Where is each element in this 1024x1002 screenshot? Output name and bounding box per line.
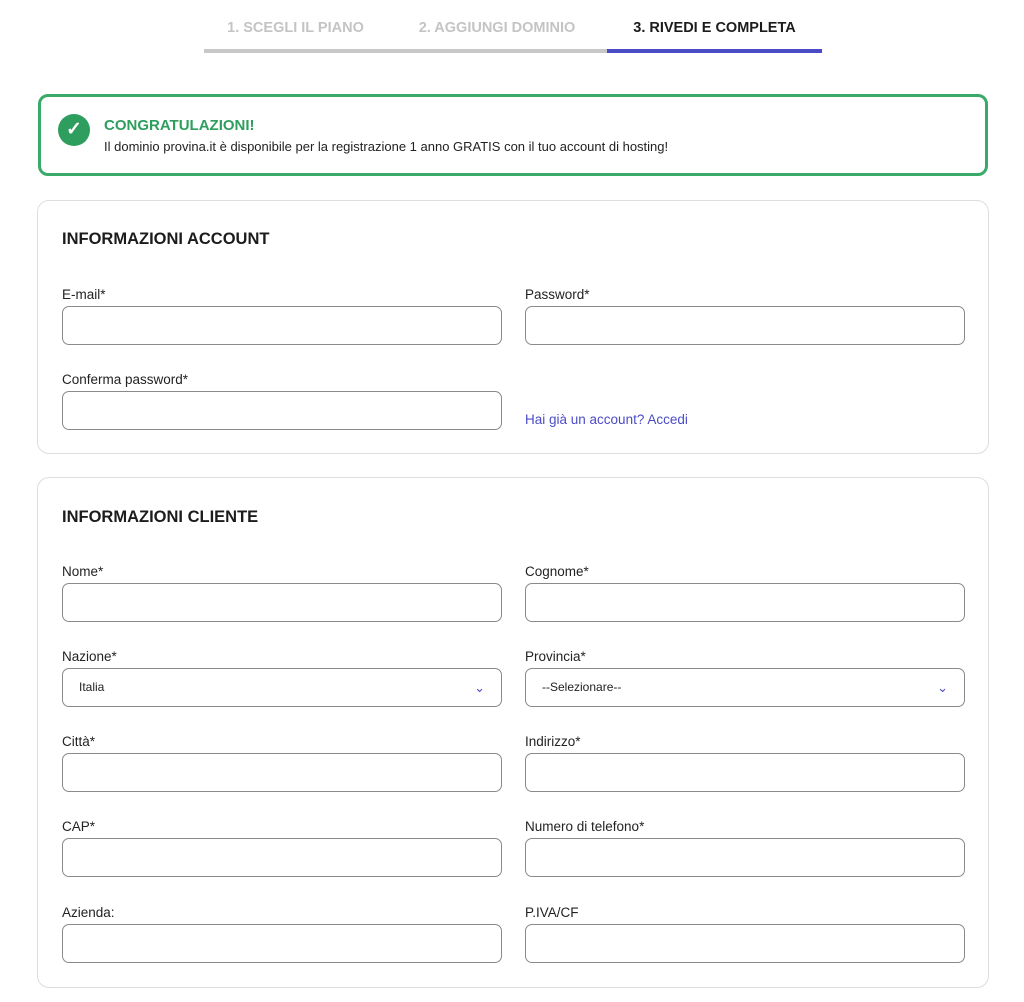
nazione-value: Italia bbox=[79, 680, 105, 694]
account-title: INFORMAZIONI ACCOUNT bbox=[62, 230, 270, 248]
nome-input[interactable] bbox=[62, 583, 502, 622]
indirizzo-input[interactable] bbox=[525, 753, 965, 792]
confirm-password-input[interactable] bbox=[62, 391, 502, 430]
step-3: 3. RIVEDI E COMPLETA bbox=[607, 20, 822, 53]
nome-label: Nome* bbox=[62, 564, 104, 579]
citta-label: Città* bbox=[62, 734, 96, 749]
email-input[interactable] bbox=[62, 306, 502, 345]
provincia-label: Provincia* bbox=[525, 649, 586, 664]
telefono-input[interactable] bbox=[525, 838, 965, 877]
password-input[interactable] bbox=[525, 306, 965, 345]
chevron-down-icon: ⌄ bbox=[937, 680, 948, 695]
check-circle-icon: ✓ bbox=[58, 114, 90, 146]
step-1[interactable]: 1. SCEGLI IL PIANO bbox=[204, 20, 387, 53]
telefono-label: Numero di telefono* bbox=[525, 819, 645, 834]
alert-title: CONGRATULAZIONI! bbox=[104, 117, 255, 134]
login-link[interactable]: Hai già un account? Accedi bbox=[525, 412, 688, 427]
email-label: E-mail* bbox=[62, 287, 106, 302]
alert-text: Il dominio provina.it è disponibile per la registrazione 1 anno GRATIS con il tuo account di hosting! bbox=[104, 139, 669, 154]
azienda-label: Azienda: bbox=[62, 905, 115, 920]
cognome-input[interactable] bbox=[525, 583, 965, 622]
piva-label: P.IVA/CF bbox=[525, 905, 579, 920]
indirizzo-label: Indirizzo* bbox=[525, 734, 581, 749]
provincia-select[interactable] bbox=[525, 668, 965, 707]
cap-input[interactable] bbox=[62, 838, 502, 877]
cognome-label: Cognome* bbox=[525, 564, 589, 579]
provincia-value: --Selezionare-- bbox=[542, 680, 622, 694]
nazione-select[interactable] bbox=[62, 668, 502, 707]
citta-input[interactable] bbox=[62, 753, 502, 792]
customer-card bbox=[37, 477, 989, 988]
piva-input[interactable] bbox=[525, 924, 965, 963]
customer-title: INFORMAZIONI CLIENTE bbox=[62, 508, 259, 526]
success-alert bbox=[38, 94, 988, 176]
step-2[interactable]: 2. AGGIUNGI DOMINIO bbox=[387, 20, 607, 53]
azienda-input[interactable] bbox=[62, 924, 502, 963]
password-label: Password* bbox=[525, 287, 590, 302]
confirm-password-label: Conferma password* bbox=[62, 372, 189, 387]
account-card bbox=[37, 200, 989, 454]
nazione-label: Nazione* bbox=[62, 649, 117, 664]
chevron-down-icon: ⌄ bbox=[474, 680, 485, 695]
cap-label: CAP* bbox=[62, 819, 96, 834]
